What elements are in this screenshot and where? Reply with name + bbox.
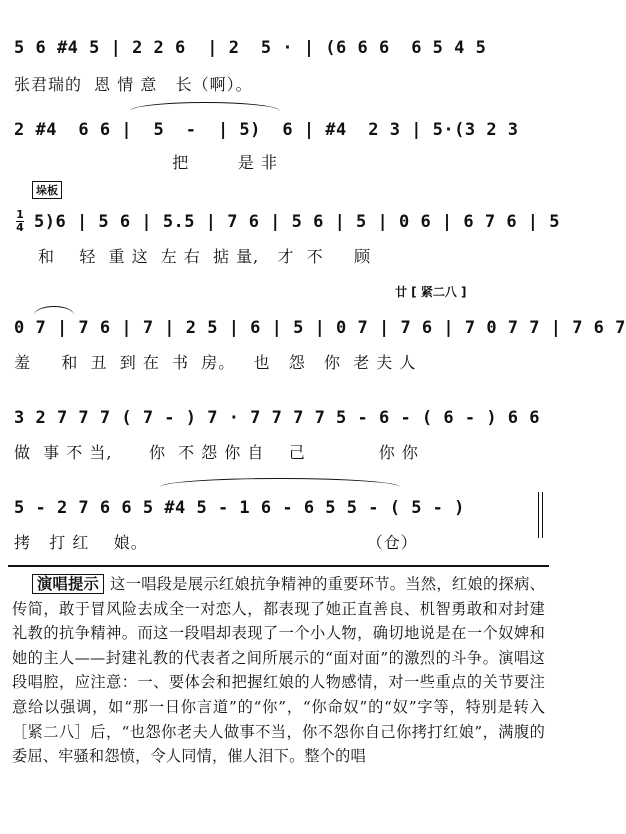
tempo-tag-jin-erba: 廿 [ 紧二八 ] — [395, 285, 467, 299]
tips-label: 演唱提示 — [32, 574, 104, 594]
section-divider — [8, 565, 549, 567]
final-barline — [538, 492, 539, 538]
lyrics: 拷 打 红 娘。 （仓） — [14, 533, 418, 552]
lyrics: 羞 和 丑 到 在 书 房。 也 怨 你 老 夫 人 — [14, 353, 417, 372]
notation: 3 2 7 7 7 ( 7 - ) 7 · 7 7 7 7 5 - 6 - ( 6 - ) 6 6 — [14, 408, 541, 428]
tips-text: 这一唱段是展示红娘抗争精神的重要环节。当然，红娘的探病、传简，敢于冒风险去成全一对恋人，都表现了她正直善良、机智勇敢和对封建礼教的抗争精神。而这一段唱却表现了一个小人物，确切地说是在一个奴婢和她的主人——封建礼教的代表者之间所展示的“面对面”的激烈的斗争。演唱这段唱腔，应注意：一、要体会和把握红娘的人物感情，对一些重点的关节要注意给以强调，如“那一日你言道”的“你”，“你命奴”的“奴”字等，特别是转入［紧二八］后，“也怨你老夫人做事不当，你不怨你自己你拷打红娘”，满腹的委屈、牢骚和怨愤，令人同情，催人泪下。整个的唱 — [12, 575, 545, 766]
notation: 5 - 2 7 6 6 5 #4 5 - 1 6 - 6 5 5 - ( 5 - ) — [14, 498, 465, 518]
notation: 0 7 | 7 6 | 7 | 2 5 | 6 | 5 | 0 7 | 7 6 | 7 0 7 7 | 7 6 7 — [14, 318, 626, 338]
meter-top: 1 — [16, 208, 24, 221]
lyrics: 做 事 不 当, 你 不 怨 你 自 己 你 你 — [14, 443, 419, 462]
slur — [34, 306, 74, 315]
notation: 5)6 | 5 6 | 5.5 | 7 6 | 5 6 | 5 | 0 6 | 6 7 6 | 5 — [34, 212, 561, 232]
notation: 5 6 #4 5 | 2 2 6 | 2 5 · | (6 6 6 6 5 4 5 — [14, 38, 487, 58]
lyrics: 把 是 非 — [14, 153, 279, 172]
notation: 2 #4 6 6 | 5 - | 5) 6 | #4 2 3 | 5·(3 2 3 — [14, 120, 519, 140]
slur — [130, 102, 280, 111]
slur — [160, 478, 400, 487]
meter-bottom: 4 — [16, 221, 24, 234]
lyrics: 张君瑞的 恩 情 意 长（啊）。 — [14, 75, 253, 94]
tempo-tag-banban: 垛板 — [32, 181, 62, 199]
lyrics: 和 轻 重 这 左 右 掂 量, 才 不 顾 — [38, 247, 372, 266]
performance-tips — [12, 572, 545, 769]
time-signature — [16, 210, 24, 233]
